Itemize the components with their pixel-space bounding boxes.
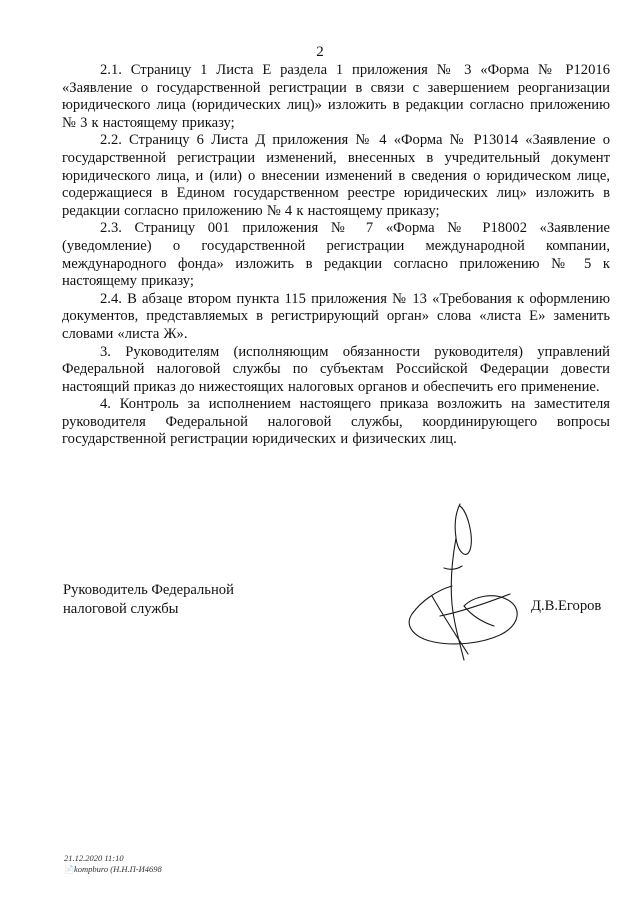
document-body: [62, 62, 610, 449]
signatory-title-line2: налоговой службы: [63, 601, 179, 617]
paragraph-2-1: 2.1. Страницу 1 Листа Е раздела 1 приложения № 3 «Форма № Р12016 «Заявление о государственной регистрации в связи с завершением реорганизации юридического лица (юридических лиц)» изложить в редакции согласно приложению № 3 к настоящему приказу;: [62, 62, 610, 131]
footer-timestamp: 21.12.2020 11:10: [64, 853, 124, 863]
paragraph-2-4: 2.4. В абзаце втором пункта 115 приложения № 13 «Требования к оформлению документов, представляемых в регистрирующий орган» слова «листа Е» заменить словами «листа Ж».: [62, 290, 610, 342]
signatory-name: Д.В.Егоров: [531, 598, 602, 614]
paragraph-4: 4. Контроль за исполнением настоящего приказа возложить на заместителя руководителя Федеральной налоговой службы, координирующего вопросы государственной регистрации юридических и физических лиц.: [62, 396, 610, 448]
handwritten-signature: [398, 498, 528, 668]
page-number: 2: [316, 44, 324, 60]
paragraph-3: 3. Руководителям (исполняющим обязанности руководителя) управлений Федеральной налоговой службы по субъектам Российской Федерации довести настоящий приказ до нижестоящих налоговых органов и обеспечить его применение.: [62, 343, 610, 395]
paragraph-2-2: 2.2. Страницу 6 Листа Д приложения № 4 «Форма № Р13014 «Заявление о государственной регистрации изменений, внесенных в учредительный документ юридического лица, и (или) о внесении изменений в сведения о юридическом лице, содержащиеся в Едином государственном реестре юридических лиц» изложить в редакции согласно приложению № 4 к настоящему приказу;: [62, 132, 610, 219]
footer-file-line: [64, 864, 162, 875]
signatory-title-line1: Руководитель Федеральной: [63, 582, 234, 598]
footer-stamp: [64, 853, 162, 875]
footer-file-ref: kompburo (Н.Н.П-И4698: [73, 864, 162, 874]
paragraph-2-3: 2.3. Страницу 001 приложения № 7 «Форма № Р18002 «Заявление (уведомление) о государственной регистрации международной компании, международного фонда» изложить в редакции согласно приложению № 5 к настоящему приказу;: [62, 220, 610, 290]
document-icon: 📄: [64, 865, 74, 874]
signatory-title: [63, 581, 283, 619]
